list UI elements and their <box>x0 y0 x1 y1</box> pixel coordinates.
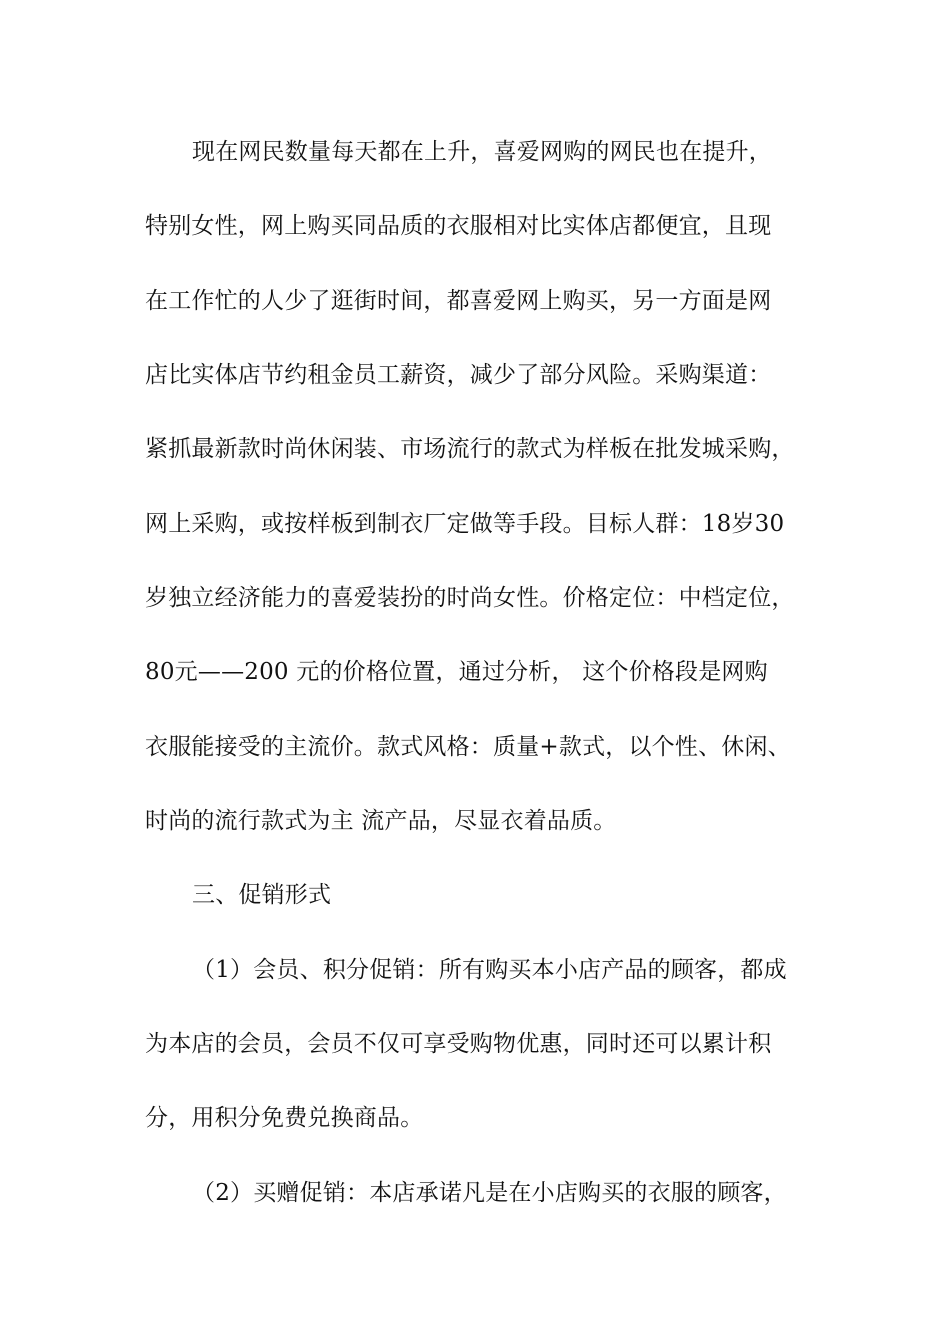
paragraph-line-5: 紧抓最新款时尚休闲装、市场流行的款式为样板在批发城采购， <box>145 436 795 462</box>
paragraph-line-2: 特别女性，网上购买同品质的衣服相对比实体店都便宜，且现 <box>145 213 772 239</box>
paragraph-line-12: （1）会员、积分促销：所有购买本小店产品的顾客，都成 <box>192 957 787 983</box>
paragraph-line-7: 岁独立经济能力的喜爱装扮的时尚女性。价格定位：中档定位， <box>145 585 795 611</box>
paragraph-line-6: 网上采购，或按样板到制衣厂定做等手段。目标人群：18岁30 <box>145 511 785 537</box>
paragraph-line-4: 店比实体店节约租金员工薪资，减少了部分风险。采购渠道： <box>145 362 772 388</box>
section-heading: 三、促销形式 <box>192 882 332 908</box>
paragraph-line-13: 为本店的会员，会员不仅可享受购物优惠，同时还可以累计积 <box>145 1031 772 1057</box>
paragraph-line-8: 80元——200 元的价格位置，通过分析， 这个价格段是网购 <box>145 659 768 685</box>
paragraph-line-1: 现在网民数量每天都在上升，喜爱网购的网民也在提升， <box>192 139 772 165</box>
paragraph-line-14: 分，用积分免费兑换商品。 <box>145 1105 424 1131</box>
paragraph-line-9: 衣服能接受的主流价。款式风格：质量+款式，以个性、休闲、 <box>145 734 791 760</box>
paragraph-line-3: 在工作忙的人少了逛街时间，都喜爱网上购买，另一方面是网 <box>145 288 772 314</box>
paragraph-line-15: （2）买赠促销：本店承诺凡是在小店购买的衣服的顾客， <box>192 1180 787 1206</box>
paragraph-line-10: 时尚的流行款式为主 流产品，尽显衣着品质。 <box>145 808 617 834</box>
